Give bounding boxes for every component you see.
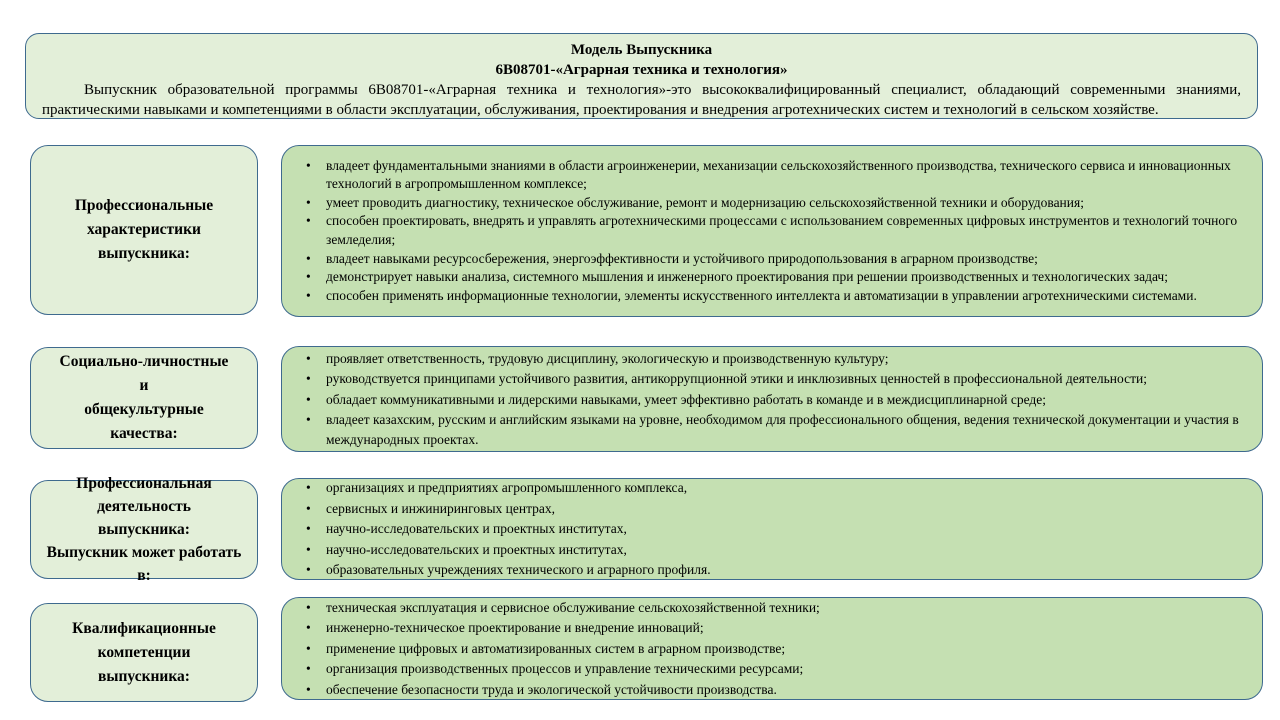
label-text: Социально-личностные и общекультурные качества: [59, 353, 229, 442]
list-item: • проявляет ответственность, трудовую дисциплину, экологическую и производственную культуру; [282, 349, 1248, 369]
list-item: • обеспечение безопасности труда и экологической устойчивости производства. [282, 680, 1248, 700]
label-box-qualification-competencies [30, 603, 258, 702]
bullet-list [282, 597, 1248, 701]
header-description: Выпускник образовательной программы 6В08701-«Аграрная техника и технология»-это высококвалифицированный специалист, обладающий современными знаниями, практическими навыками и компетенциями в области эксплуатации, обслуживания, проектирования и внедрения агротехнических систем и технологий в сельском хозяйстве. [42, 82, 1241, 118]
list-item: • сервисных и инжиниринговых центрах, [282, 499, 1248, 519]
content-box-qualification-competencies [281, 597, 1263, 700]
list-item: • владеет навыками ресурсосбережения, энергоэффективности и устойчивого природопользования в аграрном производстве; [282, 250, 1248, 269]
label-box-professional-characteristics [30, 145, 258, 315]
list-item: • умеет проводить диагностику, техническое обслуживание, ремонт и модернизацию сельскохозяйственной техники и оборудования; [282, 194, 1248, 213]
list-item: • инженерно-техническое проектирование и внедрение инноваций; [282, 618, 1248, 638]
list-item: • образовательных учреждениях технического и аграрного профиля. [282, 560, 1248, 580]
label-text: Профессиональные характеристики выпускника: [74, 197, 214, 262]
list-item: • научно-исследовательских и проектных институтах, [282, 519, 1248, 539]
content-box-professional-characteristics [281, 145, 1263, 317]
list-item: • владеет казахским, русским и английским языками на уровне, необходимом для профессионального общения, ведения технической документации и участия в международных проектах. [282, 410, 1248, 449]
header-box [25, 33, 1258, 119]
label-text: Квалификационные компетенции выпускника: [72, 619, 216, 685]
list-item: • организациях и предприятиях агропромышленного комплекса, [282, 478, 1248, 498]
content-box-social-personal-qualities [281, 346, 1263, 452]
list-item: • научно-исследовательских и проектных институтах, [282, 540, 1248, 560]
bullet-list [282, 157, 1248, 306]
list-item: • владеет фундаментальными знаниями в области агроинженерии, механизации сельскохозяйственного производства, технического сервиса и инновационных технологий в агропромышленном комплексе; [282, 157, 1248, 194]
list-item: • организация производственных процессов и управление техническими ресурсами; [282, 659, 1248, 679]
list-item: • применение цифровых и автоматизированных систем в аграрном производстве; [282, 639, 1248, 659]
list-item: • демонстрирует навыки анализа, системного мышления и инженерного проектирования при решении производственных и технологических задач; [282, 268, 1248, 287]
program-code-title: 6В08701-«Аграрная техника и технология» [495, 62, 788, 78]
list-item: • обладает коммуникативными и лидерскими навыками, умеет эффективно работать в команде и в междисциплинарной среде; [282, 390, 1248, 410]
list-item: • способен проектировать, внедрять и управлять агротехническими процессами с использованием современных цифровых инструментов и технологий точного земледелия; [282, 212, 1248, 249]
page-title: Модель Выпускника [570, 42, 713, 58]
list-item: • способен применять информационные технологии, элементы искусственного интеллекта и автоматизации в управлении агротехническими системами. [282, 287, 1248, 306]
list-item: • техническая эксплуатация и сервисное обслуживание сельскохозяйственной техники; [282, 598, 1248, 618]
bullet-list [282, 477, 1248, 581]
label-text: Профессиональная деятельность выпускника: Выпускник может работать в: [46, 475, 242, 584]
list-item: • руководствуется принципами устойчивого развития, антикоррупционной этики и инклюзивных ценностей в профессиональной деятельности; [282, 369, 1248, 389]
bullet-list [282, 348, 1248, 451]
label-box-social-personal-qualities [30, 347, 258, 449]
label-box-professional-activity [30, 475, 258, 584]
content-box-professional-activity [281, 478, 1263, 580]
